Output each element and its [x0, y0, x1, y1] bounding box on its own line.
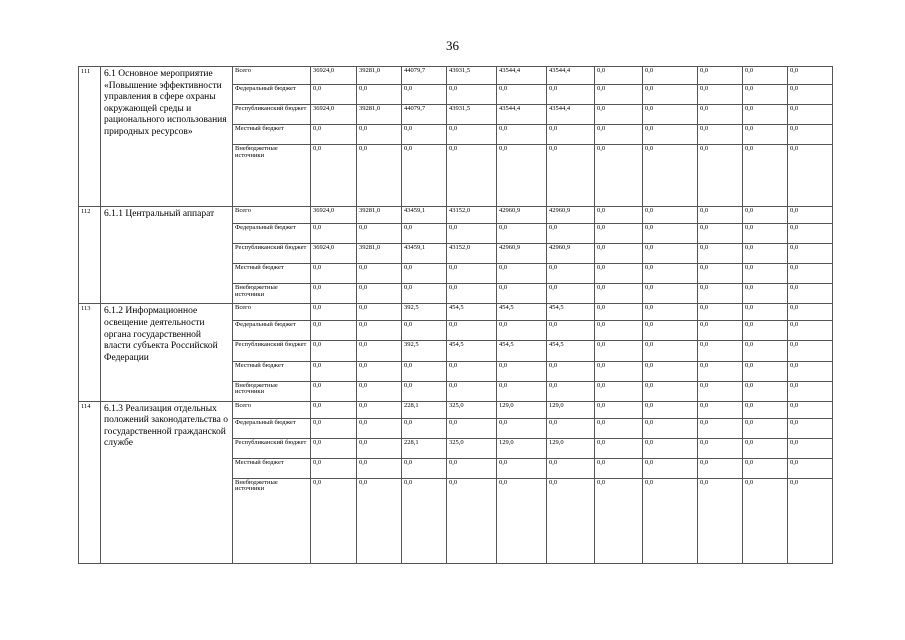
amount-cell: 0,0: [788, 145, 833, 207]
funding-source: Внебюджетные источники: [233, 145, 311, 207]
amount-cell: 0,0: [357, 401, 402, 418]
amount-cell: 454,5: [447, 341, 497, 361]
amount-cell: 0,0: [643, 264, 698, 284]
row-number: 113: [79, 304, 101, 401]
amount-cell: 0,0: [447, 321, 497, 341]
row-number: 111: [79, 67, 101, 207]
amount-cell: 0,0: [402, 458, 447, 478]
amount-cell: 0,0: [311, 304, 357, 321]
amount-cell: 0,0: [357, 381, 402, 401]
amount-cell: 0,0: [643, 458, 698, 478]
row-number: 112: [79, 207, 101, 304]
amount-cell: 0,0: [497, 224, 547, 244]
amount-cell: 0,0: [595, 381, 643, 401]
amount-cell: 0,0: [698, 321, 743, 341]
amount-cell: 0,0: [743, 224, 788, 244]
amount-cell: 0,0: [357, 361, 402, 381]
amount-cell: 0,0: [743, 105, 788, 125]
amount-cell: 0,0: [788, 304, 833, 321]
amount-cell: 0,0: [447, 478, 497, 563]
amount-cell: 0,0: [595, 264, 643, 284]
amount-cell: 0,0: [311, 418, 357, 438]
amount-cell: 0,0: [643, 304, 698, 321]
amount-cell: 0,0: [643, 105, 698, 125]
amount-cell: 0,0: [788, 381, 833, 401]
amount-cell: 129,0: [497, 438, 547, 458]
amount-cell: 0,0: [743, 207, 788, 224]
amount-cell: 0,0: [595, 458, 643, 478]
amount-cell: 0,0: [643, 361, 698, 381]
amount-cell: 0,0: [743, 381, 788, 401]
funding-source: Всего: [233, 207, 311, 224]
amount-cell: 0,0: [595, 438, 643, 458]
amount-cell: 392,5: [402, 304, 447, 321]
amount-cell: 0,0: [447, 264, 497, 284]
amount-cell: 392,5: [402, 341, 447, 361]
funding-source: Республиканский бюджет: [233, 244, 311, 264]
amount-cell: 39281,0: [357, 244, 402, 264]
budget-table: [78, 66, 833, 564]
funding-source: Федеральный бюджет: [233, 224, 311, 244]
amount-cell: 0,0: [698, 284, 743, 304]
amount-cell: 0,0: [643, 244, 698, 264]
funding-source: Республиканский бюджет: [233, 341, 311, 361]
amount-cell: 42960,9: [497, 207, 547, 224]
amount-cell: 0,0: [311, 321, 357, 341]
amount-cell: 0,0: [402, 381, 447, 401]
table-row: [79, 67, 833, 85]
amount-cell: 0,0: [643, 401, 698, 418]
amount-cell: 129,0: [497, 401, 547, 418]
amount-cell: 0,0: [743, 304, 788, 321]
amount-cell: 0,0: [595, 321, 643, 341]
amount-cell: 0,0: [743, 438, 788, 458]
amount-cell: 0,0: [595, 244, 643, 264]
amount-cell: 0,0: [743, 145, 788, 207]
amount-cell: 0,0: [595, 224, 643, 244]
amount-cell: 0,0: [743, 401, 788, 418]
amount-cell: 0,0: [357, 418, 402, 438]
table-row: [79, 207, 833, 224]
funding-source: Федеральный бюджет: [233, 418, 311, 438]
amount-cell: 0,0: [447, 125, 497, 145]
amount-cell: 0,0: [497, 478, 547, 563]
amount-cell: 0,0: [595, 304, 643, 321]
amount-cell: 0,0: [788, 341, 833, 361]
amount-cell: 0,0: [743, 478, 788, 563]
amount-cell: 0,0: [311, 125, 357, 145]
amount-cell: 0,0: [643, 85, 698, 105]
amount-cell: 0,0: [547, 145, 595, 207]
amount-cell: 0,0: [743, 458, 788, 478]
amount-cell: 454,5: [497, 341, 547, 361]
amount-cell: 0,0: [743, 67, 788, 85]
amount-cell: 43544,4: [547, 105, 595, 125]
amount-cell: 43931,5: [447, 105, 497, 125]
amount-cell: 0,0: [788, 361, 833, 381]
amount-cell: 0,0: [357, 478, 402, 563]
amount-cell: 0,0: [497, 125, 547, 145]
amount-cell: 454,5: [547, 304, 595, 321]
amount-cell: 0,0: [402, 145, 447, 207]
amount-cell: 454,5: [497, 304, 547, 321]
page-number: 36: [446, 38, 459, 53]
amount-cell: 0,0: [698, 478, 743, 563]
amount-cell: 0,0: [595, 67, 643, 85]
amount-cell: 0,0: [595, 341, 643, 361]
amount-cell: 0,0: [357, 145, 402, 207]
amount-cell: 0,0: [357, 458, 402, 478]
funding-source: Республиканский бюджет: [233, 438, 311, 458]
amount-cell: 0,0: [311, 361, 357, 381]
amount-cell: 0,0: [447, 361, 497, 381]
amount-cell: 0,0: [311, 224, 357, 244]
amount-cell: 0,0: [311, 381, 357, 401]
amount-cell: 0,0: [595, 85, 643, 105]
amount-cell: 0,0: [497, 321, 547, 341]
amount-cell: 0,0: [595, 105, 643, 125]
amount-cell: 0,0: [497, 85, 547, 105]
amount-cell: 0,0: [643, 341, 698, 361]
amount-cell: 0,0: [311, 264, 357, 284]
amount-cell: 0,0: [788, 418, 833, 438]
amount-cell: 0,0: [698, 67, 743, 85]
amount-cell: 0,0: [402, 361, 447, 381]
amount-cell: 42960,9: [547, 244, 595, 264]
amount-cell: 43544,4: [497, 67, 547, 85]
amount-cell: 36924,0: [311, 244, 357, 264]
amount-cell: 0,0: [788, 67, 833, 85]
amount-cell: 0,0: [447, 458, 497, 478]
amount-cell: 0,0: [788, 438, 833, 458]
amount-cell: 0,0: [595, 478, 643, 563]
amount-cell: 0,0: [357, 341, 402, 361]
amount-cell: 43152,0: [447, 244, 497, 264]
amount-cell: 42960,9: [497, 244, 547, 264]
amount-cell: 454,5: [447, 304, 497, 321]
amount-cell: 44079,7: [402, 67, 447, 85]
amount-cell: 0,0: [497, 264, 547, 284]
amount-cell: 0,0: [698, 224, 743, 244]
funding-source: Всего: [233, 401, 311, 418]
amount-cell: 0,0: [698, 105, 743, 125]
amount-cell: 0,0: [743, 264, 788, 284]
amount-cell: 0,0: [402, 85, 447, 105]
funding-source: Республиканский бюджет: [233, 105, 311, 125]
amount-cell: 0,0: [643, 207, 698, 224]
amount-cell: 0,0: [447, 85, 497, 105]
amount-cell: 0,0: [698, 85, 743, 105]
amount-cell: 0,0: [547, 284, 595, 304]
amount-cell: 0,0: [643, 224, 698, 244]
amount-cell: 36924,0: [311, 67, 357, 85]
amount-cell: 0,0: [447, 381, 497, 401]
amount-cell: 0,0: [595, 401, 643, 418]
amount-cell: 0,0: [402, 264, 447, 284]
amount-cell: 0,0: [788, 224, 833, 244]
amount-cell: 0,0: [497, 361, 547, 381]
amount-cell: 0,0: [311, 85, 357, 105]
amount-cell: 0,0: [595, 284, 643, 304]
amount-cell: 0,0: [402, 321, 447, 341]
amount-cell: 129,0: [547, 438, 595, 458]
amount-cell: 0,0: [643, 478, 698, 563]
funding-source: Федеральный бюджет: [233, 85, 311, 105]
amount-cell: 325,0: [447, 438, 497, 458]
amount-cell: 0,0: [788, 264, 833, 284]
table-row: [79, 401, 833, 418]
amount-cell: 0,0: [788, 105, 833, 125]
amount-cell: 0,0: [547, 478, 595, 563]
amount-cell: 0,0: [311, 145, 357, 207]
amount-cell: 325,0: [447, 401, 497, 418]
row-number: 114: [79, 401, 101, 563]
amount-cell: 0,0: [357, 304, 402, 321]
amount-cell: 0,0: [788, 458, 833, 478]
amount-cell: 0,0: [547, 321, 595, 341]
amount-cell: 0,0: [788, 401, 833, 418]
amount-cell: 0,0: [357, 125, 402, 145]
amount-cell: 0,0: [743, 284, 788, 304]
amount-cell: 0,0: [357, 224, 402, 244]
amount-cell: 39281,0: [357, 207, 402, 224]
amount-cell: 0,0: [497, 381, 547, 401]
amount-cell: 36924,0: [311, 207, 357, 224]
amount-cell: 0,0: [643, 284, 698, 304]
amount-cell: 0,0: [698, 145, 743, 207]
amount-cell: 43544,4: [547, 67, 595, 85]
amount-cell: 0,0: [743, 85, 788, 105]
funding-source: Местный бюджет: [233, 264, 311, 284]
amount-cell: 0,0: [643, 67, 698, 85]
amount-cell: 0,0: [497, 145, 547, 207]
amount-cell: 0,0: [547, 264, 595, 284]
amount-cell: 0,0: [547, 418, 595, 438]
amount-cell: 0,0: [698, 438, 743, 458]
amount-cell: 0,0: [743, 341, 788, 361]
amount-cell: 0,0: [311, 478, 357, 563]
amount-cell: 36924,0: [311, 105, 357, 125]
amount-cell: 0,0: [357, 85, 402, 105]
amount-cell: 0,0: [357, 284, 402, 304]
amount-cell: 0,0: [595, 418, 643, 438]
amount-cell: 0,0: [788, 207, 833, 224]
amount-cell: 228,1: [402, 438, 447, 458]
amount-cell: 0,0: [311, 438, 357, 458]
amount-cell: 0,0: [357, 264, 402, 284]
amount-cell: 0,0: [643, 381, 698, 401]
amount-cell: 0,0: [643, 321, 698, 341]
amount-cell: 0,0: [447, 284, 497, 304]
funding-source: Местный бюджет: [233, 458, 311, 478]
amount-cell: 0,0: [547, 85, 595, 105]
amount-cell: 0,0: [698, 304, 743, 321]
measure-title: 6.1.2 Информационное освещение деятельности органа государственной власти субъекта Российской Федерации: [101, 304, 233, 401]
amount-cell: 0,0: [311, 341, 357, 361]
funding-source: Местный бюджет: [233, 361, 311, 381]
amount-cell: 0,0: [698, 418, 743, 438]
measure-title: 6.1.3 Реализация отдельных положений законодательства о государственной гражданской службе: [101, 401, 233, 563]
funding-source: Всего: [233, 304, 311, 321]
amount-cell: 0,0: [402, 125, 447, 145]
amount-cell: 0,0: [698, 244, 743, 264]
amount-cell: 43459,1: [402, 244, 447, 264]
amount-cell: 0,0: [402, 478, 447, 563]
amount-cell: 43152,0: [447, 207, 497, 224]
funding-source: Федеральный бюджет: [233, 321, 311, 341]
amount-cell: 0,0: [743, 361, 788, 381]
amount-cell: 0,0: [402, 418, 447, 438]
amount-cell: 0,0: [788, 284, 833, 304]
amount-cell: 0,0: [311, 401, 357, 418]
amount-cell: 0,0: [402, 224, 447, 244]
funding-source: Внебюджетные источники: [233, 381, 311, 401]
amount-cell: 0,0: [311, 284, 357, 304]
amount-cell: 0,0: [547, 125, 595, 145]
amount-cell: 0,0: [595, 145, 643, 207]
amount-cell: 0,0: [698, 264, 743, 284]
amount-cell: 0,0: [643, 125, 698, 145]
amount-cell: 0,0: [595, 125, 643, 145]
amount-cell: 454,5: [547, 341, 595, 361]
amount-cell: 0,0: [547, 361, 595, 381]
amount-cell: 0,0: [743, 418, 788, 438]
funding-source: Местный бюджет: [233, 125, 311, 145]
amount-cell: 0,0: [402, 284, 447, 304]
amount-cell: 44079,7: [402, 105, 447, 125]
measure-title: 6.1 Основное мероприятие «Повышение эффективности управления в сфере охраны окружающей среды и рационального использования природных ресурсов»: [101, 67, 233, 207]
amount-cell: 43459,1: [402, 207, 447, 224]
amount-cell: 0,0: [547, 381, 595, 401]
amount-cell: 43931,5: [447, 67, 497, 85]
amount-cell: 129,0: [547, 401, 595, 418]
amount-cell: 0,0: [497, 418, 547, 438]
amount-cell: 0,0: [743, 321, 788, 341]
amount-cell: 0,0: [447, 224, 497, 244]
amount-cell: 43544,4: [497, 105, 547, 125]
amount-cell: 0,0: [698, 341, 743, 361]
amount-cell: 0,0: [643, 438, 698, 458]
amount-cell: 0,0: [447, 145, 497, 207]
amount-cell: 0,0: [743, 244, 788, 264]
measure-title: 6.1.1 Центральный аппарат: [101, 207, 233, 304]
amount-cell: 0,0: [698, 381, 743, 401]
funding-source: Внебюджетные источники: [233, 478, 311, 563]
amount-cell: 0,0: [788, 85, 833, 105]
amount-cell: 39281,0: [357, 105, 402, 125]
amount-cell: 0,0: [595, 361, 643, 381]
funding-source: Внебюджетные источники: [233, 284, 311, 304]
amount-cell: 0,0: [447, 418, 497, 438]
amount-cell: 0,0: [788, 125, 833, 145]
amount-cell: 0,0: [698, 207, 743, 224]
amount-cell: 0,0: [698, 458, 743, 478]
amount-cell: 0,0: [698, 401, 743, 418]
funding-source: Всего: [233, 67, 311, 85]
amount-cell: 0,0: [788, 321, 833, 341]
amount-cell: 0,0: [595, 207, 643, 224]
amount-cell: 0,0: [497, 458, 547, 478]
amount-cell: 0,0: [497, 284, 547, 304]
amount-cell: 228,1: [402, 401, 447, 418]
amount-cell: 0,0: [698, 125, 743, 145]
amount-cell: 0,0: [311, 458, 357, 478]
amount-cell: 0,0: [357, 438, 402, 458]
amount-cell: 0,0: [788, 478, 833, 563]
amount-cell: 0,0: [698, 361, 743, 381]
amount-cell: 0,0: [643, 145, 698, 207]
amount-cell: 42960,9: [547, 207, 595, 224]
amount-cell: 0,0: [357, 321, 402, 341]
amount-cell: 0,0: [788, 244, 833, 264]
amount-cell: 39281,0: [357, 67, 402, 85]
table-row: [79, 304, 833, 321]
amount-cell: 0,0: [547, 458, 595, 478]
amount-cell: 0,0: [743, 125, 788, 145]
amount-cell: 0,0: [547, 224, 595, 244]
amount-cell: 0,0: [643, 418, 698, 438]
